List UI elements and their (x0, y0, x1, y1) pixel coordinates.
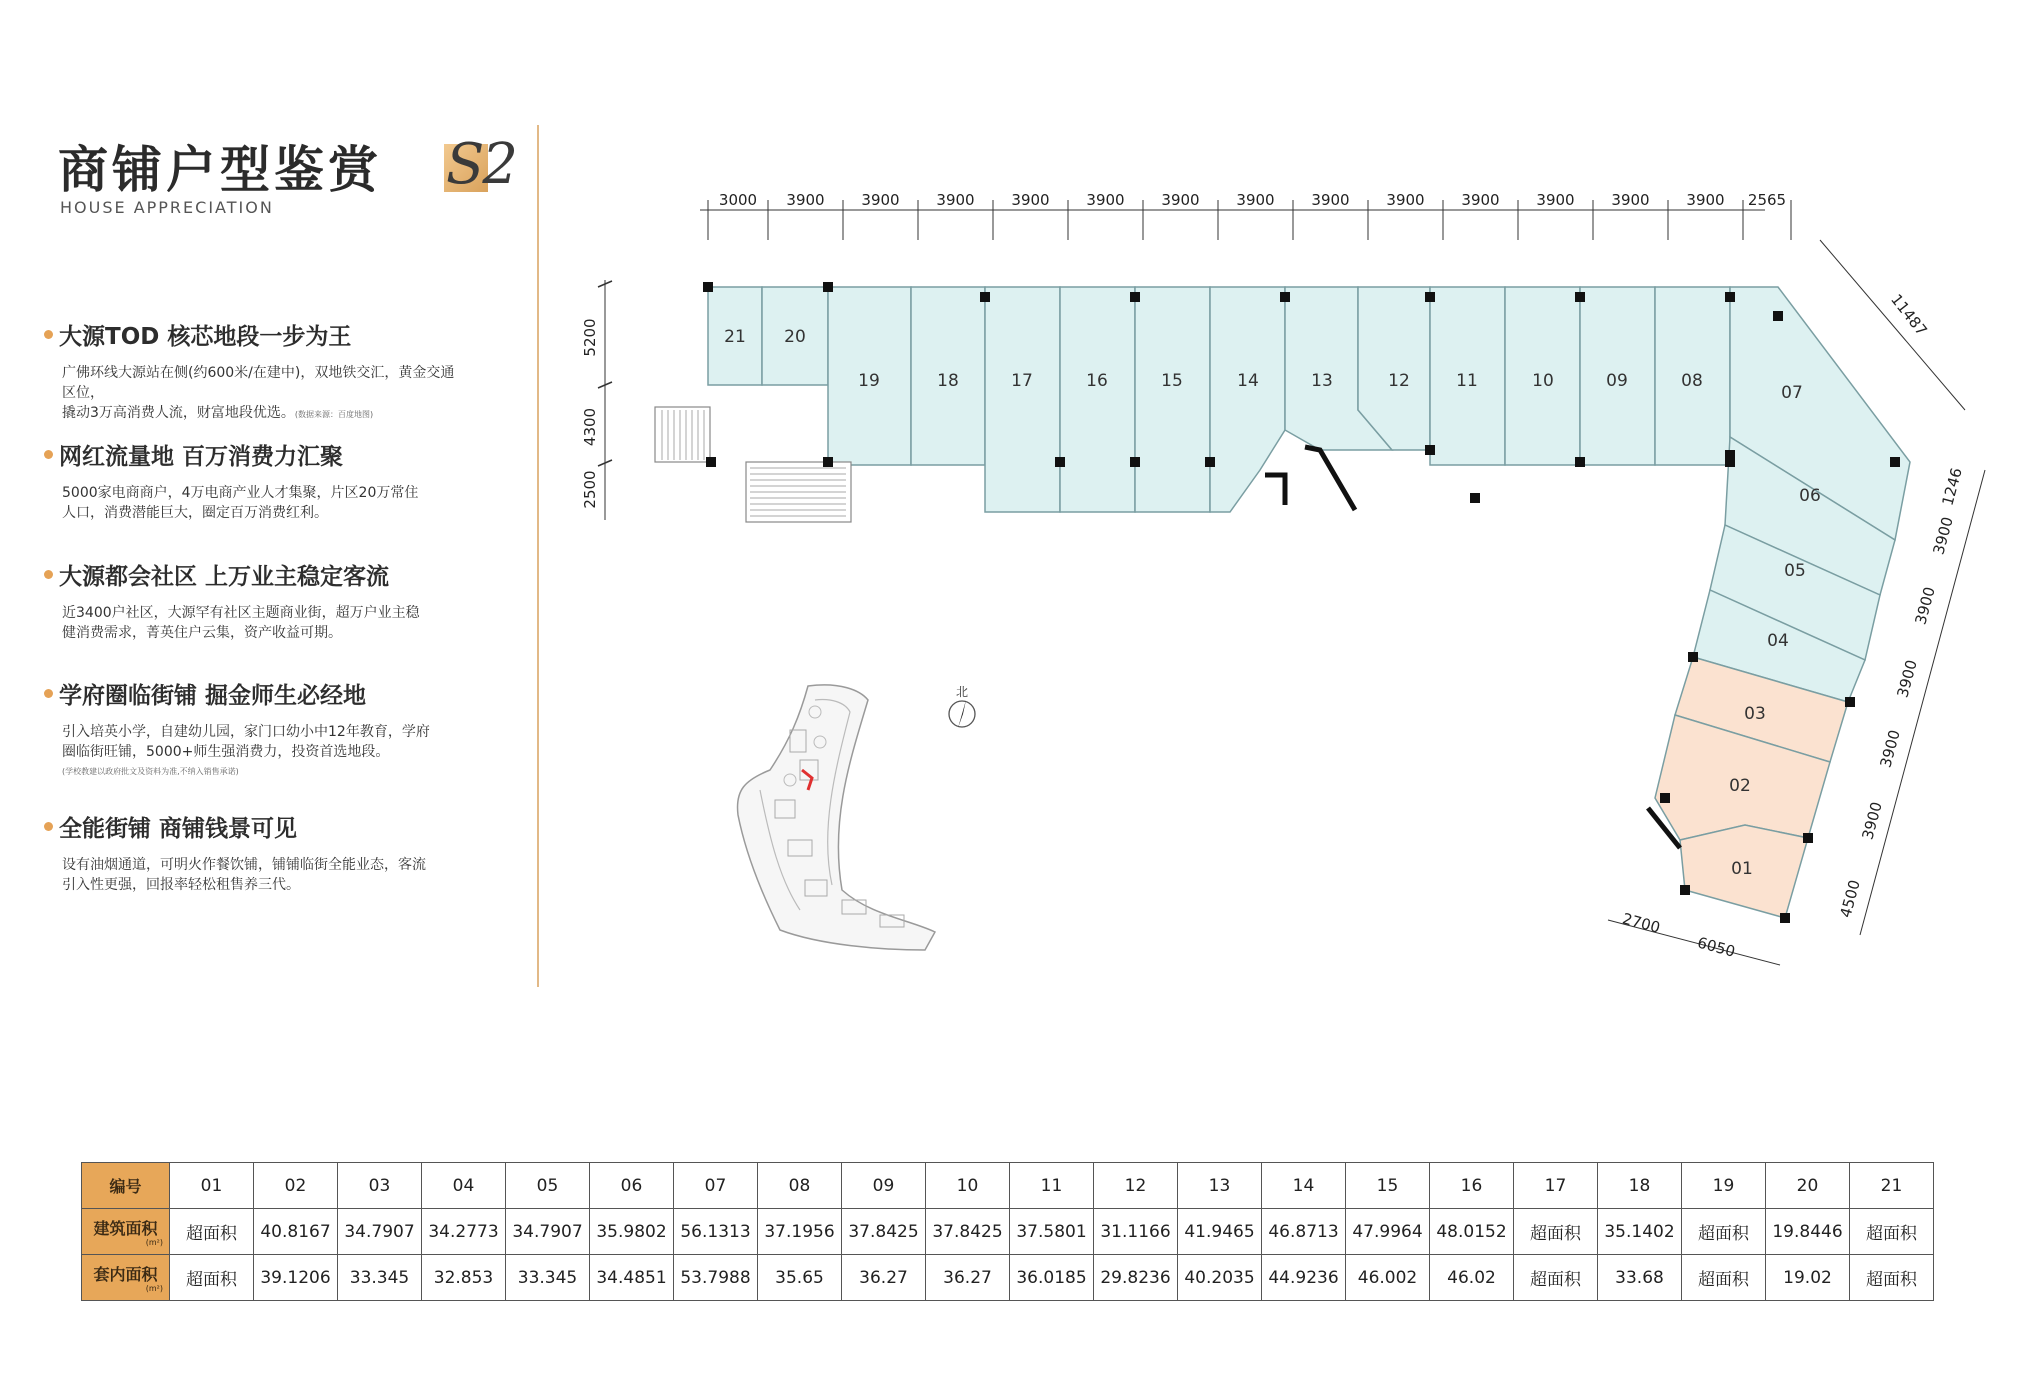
feature-line: 健消费需求，菁英住户云集，资产收益可期。 (62, 625, 342, 641)
structural-column (1725, 292, 1735, 302)
shop-label: 01 (1731, 859, 1753, 879)
table-cell: 34.2773 (422, 1209, 506, 1255)
dim-label: 3900 (1876, 727, 1904, 770)
feature-note: (学校教建以政府批文及资料为准,不纳入销售承诺) (62, 767, 239, 776)
dim-label: 3000 (718, 191, 758, 209)
shop-label: 08 (1681, 371, 1703, 391)
table-row-id (82, 1163, 1934, 1209)
table-cell: 32.853 (422, 1255, 506, 1301)
feature-line: 引入培英小学，自建幼儿园，家门口幼小中12年教育，学府 (62, 724, 430, 740)
table-cell: 14 (1262, 1163, 1346, 1209)
table-row-inner (82, 1255, 1934, 1301)
dim-label: 3900 (1461, 191, 1500, 209)
table-cell: 41.9465 (1178, 1209, 1262, 1255)
structural-column (1425, 445, 1435, 455)
feature-line: 圈临街旺铺，5000+师生强消费力，投资首选地段。 (62, 744, 390, 760)
shop-label: 12 (1388, 371, 1410, 391)
table-cell: 超面积 (170, 1255, 254, 1301)
structural-column (1055, 457, 1065, 467)
structural-column (1575, 292, 1585, 302)
shop-label: 13 (1311, 371, 1333, 391)
table-cell: 36.0185 (1010, 1255, 1094, 1301)
dim-label: 4500 (1836, 877, 1864, 920)
table-cell: 46.8713 (1262, 1209, 1346, 1255)
table-cell: 06 (590, 1163, 674, 1209)
shop-label: 04 (1767, 631, 1789, 651)
dim-label: 3900 (1611, 191, 1650, 209)
table-cell: 19 (1682, 1163, 1766, 1209)
table-cell: 29.8236 (1094, 1255, 1178, 1301)
table-cell: 33.345 (338, 1255, 422, 1301)
table-cell: 超面积 (1850, 1255, 1934, 1301)
table-cell: 48.0152 (1430, 1209, 1514, 1255)
structural-column (823, 282, 833, 292)
table-cell: 36.27 (842, 1255, 926, 1301)
structural-column (1130, 292, 1140, 302)
dim-label: 3900 (786, 191, 825, 209)
table-cell: 36.27 (926, 1255, 1010, 1301)
feature-title: 全能街铺 商铺钱景可见 (59, 816, 298, 842)
shop-label: 06 (1799, 486, 1821, 506)
table-cell: 34.4851 (590, 1255, 674, 1301)
dim-label: 3900 (1011, 191, 1050, 209)
page-subtitle: HOUSE APPRECIATION (60, 198, 274, 217)
structural-column (1660, 793, 1670, 803)
dim-label: 3900 (1236, 191, 1275, 209)
table-cell: 09 (842, 1163, 926, 1209)
structural-column (1130, 457, 1140, 467)
table-cell: 37.5801 (1010, 1209, 1094, 1255)
feature-line: 人口，消费潜能巨大，圈定百万消费红利。 (62, 505, 328, 521)
table-cell: 18 (1598, 1163, 1682, 1209)
table-cell: 33.345 (506, 1255, 590, 1301)
structural-column (1680, 885, 1690, 895)
row-header-inner: 套内面积 (m²) (82, 1255, 170, 1301)
feature-line: 设有油烟通道，可明火作餐饮铺，铺铺临街全能业态，客流 (62, 857, 426, 873)
structural-column (706, 457, 716, 467)
structural-column (1280, 292, 1290, 302)
shop-label: 15 (1161, 371, 1183, 391)
dim-label: 3900 (1858, 799, 1886, 842)
shop-17 (985, 287, 1060, 512)
table-cell: 21 (1850, 1163, 1934, 1209)
shop-label: 11 (1456, 371, 1478, 391)
feature-line: 近3400户社区，大源罕有社区主题商业街，超万户业主稳 (62, 605, 420, 621)
table-cell: 16 (1430, 1163, 1514, 1209)
shop-label: 17 (1011, 371, 1033, 391)
dim-label: 5200 (581, 318, 599, 357)
dim-label: 3900 (1686, 191, 1725, 209)
dim-label: 3900 (1086, 191, 1125, 209)
table-cell: 31.1166 (1094, 1209, 1178, 1255)
stair-block (655, 407, 710, 462)
table-cell: 20 (1766, 1163, 1850, 1209)
dim-label: 3900 (1161, 191, 1200, 209)
feature-title: 网红流量地 百万消费力汇聚 (59, 444, 344, 470)
row-header-build: 建筑面积 (m²) (82, 1209, 170, 1255)
table-cell: 34.7907 (506, 1209, 590, 1255)
table-cell: 01 (170, 1163, 254, 1209)
structural-column (1780, 913, 1790, 923)
table-cell: 超面积 (1850, 1209, 1934, 1255)
dim-label: 2500 (581, 470, 599, 509)
structural-column (1425, 292, 1435, 302)
shop-label: 09 (1606, 371, 1628, 391)
table-cell: 47.9964 (1346, 1209, 1430, 1255)
north-label: 北 (955, 685, 969, 699)
shop-15 (1135, 287, 1210, 512)
bold-wall (1305, 447, 1355, 510)
dim-label: 3900 (1911, 584, 1939, 627)
table-cell: 超面积 (1514, 1255, 1598, 1301)
structural-column (1725, 450, 1735, 460)
table-cell: 超面积 (1682, 1209, 1766, 1255)
shop-label: 03 (1744, 704, 1766, 724)
badge-label: S2 (446, 132, 516, 197)
table-cell: 05 (506, 1163, 590, 1209)
shop-label: 18 (937, 371, 959, 391)
structural-column (1575, 457, 1585, 467)
table-cell: 44.9236 (1262, 1255, 1346, 1301)
table-cell: 40.8167 (254, 1209, 338, 1255)
feature-note: (数据来源：百度地图) (294, 410, 374, 419)
shop-label: 19 (858, 371, 880, 391)
table-cell: 37.1956 (758, 1209, 842, 1255)
shop-label: 20 (784, 327, 806, 347)
table-cell: 19.02 (1766, 1255, 1850, 1301)
table-cell: 37.8425 (842, 1209, 926, 1255)
table-cell: 超面积 (1682, 1255, 1766, 1301)
page-title: 商铺户型鉴赏 (58, 141, 382, 199)
feature-line: 引入性更强，回报率轻松租售养三代。 (62, 877, 300, 893)
dim-label: 3900 (1386, 191, 1425, 209)
dim-label: 3900 (936, 191, 975, 209)
dim-label: 6050 (1695, 933, 1738, 961)
structural-column (1845, 697, 1855, 707)
structural-column (1470, 493, 1480, 503)
dim-label: 3900 (861, 191, 900, 209)
feature-title: 大源都会社区 上万业主稳定客流 (59, 564, 390, 590)
table-cell: 33.68 (1598, 1255, 1682, 1301)
table-cell: 17 (1514, 1163, 1598, 1209)
dim-label: 3900 (1893, 657, 1921, 700)
structural-column (1890, 457, 1900, 467)
table-cell: 10 (926, 1163, 1010, 1209)
structural-column (1803, 833, 1813, 843)
structural-column (823, 457, 833, 467)
structural-column (1688, 652, 1698, 662)
north-compass-icon (949, 700, 975, 728)
table-cell: 13 (1178, 1163, 1262, 1209)
bold-wall (1265, 475, 1285, 505)
shop-label: 16 (1086, 371, 1108, 391)
table-cell: 39.1206 (254, 1255, 338, 1301)
structural-column (1773, 311, 1783, 321)
dim-label: 11487 (1887, 290, 1931, 340)
dim-label: 3900 (1929, 514, 1957, 557)
shop-16 (1060, 287, 1135, 512)
dim-label: 3900 (1536, 191, 1575, 209)
area-table-wrap (81, 1162, 1934, 1301)
dim-label: 4300 (581, 407, 599, 447)
table-cell: 34.7907 (338, 1209, 422, 1255)
table-cell: 53.7988 (674, 1255, 758, 1301)
table-cell: 超面积 (170, 1209, 254, 1255)
dim-label: 1246 (1938, 465, 1966, 508)
feature-line: 广佛环线大源站在侧(约600米/在建中)，双地铁交汇，黄金交通区位， (62, 365, 455, 401)
shop-label: 21 (724, 327, 746, 347)
shop-label: 10 (1532, 371, 1554, 391)
table-cell: 19.8446 (1766, 1209, 1850, 1255)
table-cell: 56.1313 (674, 1209, 758, 1255)
table-cell: 08 (758, 1163, 842, 1209)
dim-label: 2565 (1747, 191, 1787, 209)
feature-line: 5000家电商商户，4万电商产业人才集聚，片区20万常住 (62, 485, 419, 501)
area-table (81, 1162, 1934, 1301)
shop-label: 07 (1781, 383, 1803, 403)
table-cell: 04 (422, 1163, 506, 1209)
feature-title: 大源TOD 核芯地段一步为王 (59, 324, 352, 350)
table-cell: 15 (1346, 1163, 1430, 1209)
table-cell: 46.02 (1430, 1255, 1514, 1301)
row-header-id: 编号 (82, 1163, 170, 1209)
feature-title: 学府圈临街铺 掘金师生必经地 (59, 683, 367, 709)
shop-14 (1210, 287, 1285, 512)
shop-label: 14 (1237, 371, 1259, 391)
structural-column (703, 282, 713, 292)
table-row-build (82, 1209, 1934, 1255)
table-cell: 07 (674, 1163, 758, 1209)
table-cell: 超面积 (1514, 1209, 1598, 1255)
table-cell: 37.8425 (926, 1209, 1010, 1255)
table-cell: 02 (254, 1163, 338, 1209)
structural-column (1205, 457, 1215, 467)
shop-label: 02 (1729, 776, 1751, 796)
feature-line: 撬动3万高消费人流，财富地段优选。 (62, 405, 295, 421)
table-cell: 11 (1010, 1163, 1094, 1209)
table-cell: 35.65 (758, 1255, 842, 1301)
dim-label: 3900 (1311, 191, 1350, 209)
table-cell: 46.002 (1346, 1255, 1430, 1301)
table-cell: 12 (1094, 1163, 1178, 1209)
table-cell: 03 (338, 1163, 422, 1209)
structural-column (980, 292, 990, 302)
dim-label: 2700 (1620, 909, 1663, 937)
site-location-map (737, 685, 935, 950)
table-cell: 35.1402 (1598, 1209, 1682, 1255)
table-cell: 35.9802 (590, 1209, 674, 1255)
shop-label: 05 (1784, 561, 1806, 581)
table-cell: 40.2035 (1178, 1255, 1262, 1301)
